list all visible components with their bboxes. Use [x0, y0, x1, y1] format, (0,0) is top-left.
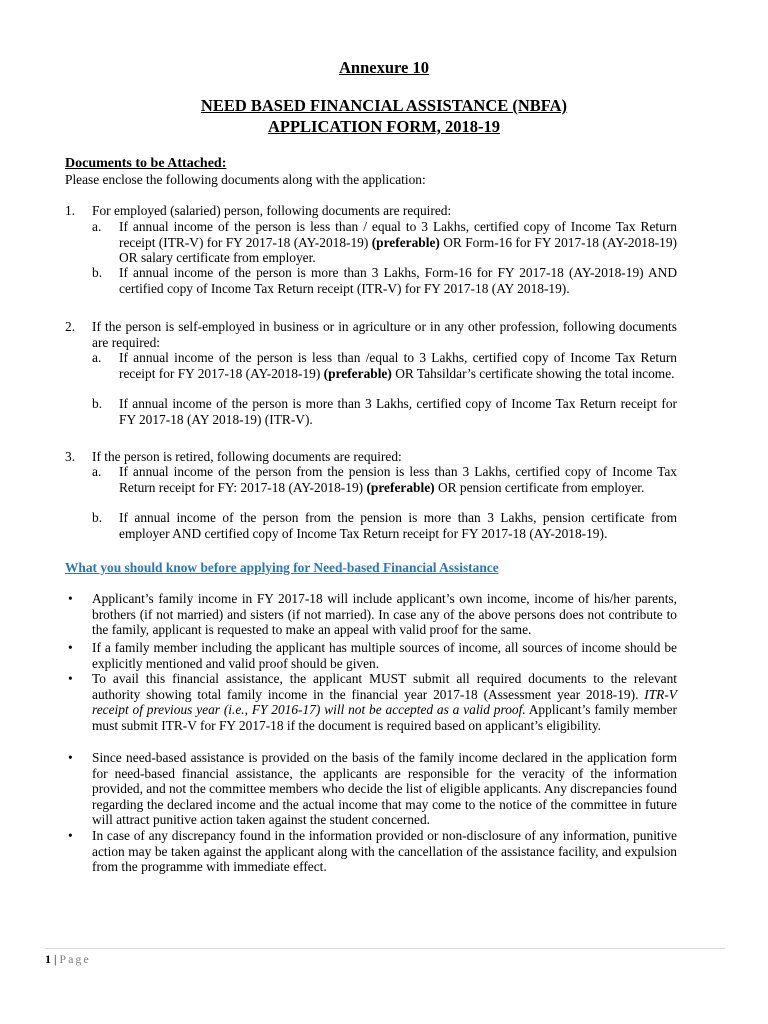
bullet-item — [65, 828, 677, 875]
annexure-title: Annexure 10 — [339, 58, 429, 77]
bullet-icon: • — [68, 671, 73, 686]
sub-item-text: If annual income of the person is less than / equal to 3 Lakhs, certified copy of Income Tax Return receipt (ITR-V) for FY 2017-18 (AY-2018-19) (preferable) OR Form-16 for FY 2017-18 (AY-2018-19) OR salary certificate from employer. — [119, 219, 677, 266]
sub-item-text: If annual income of the person is more than 3 Lakhs, Form-16 for FY 2017-18 (AY-2018-19) AND certified copy of Income Tax Return receipt (ITR-V) for FY 2017-18 (AY 2018-19). — [119, 265, 677, 296]
sub-list-item — [92, 350, 677, 381]
bullet-text: Applicant’s family income in FY 2017-18 will include applicant’s own income, income of his/her parents, brothers (if not married) and sisters (if not married). In case any of the above persons does not contribute to the family, applicant is requested to make an appeal with valid proof for the same. — [92, 591, 677, 638]
sub-list-item — [92, 265, 677, 296]
bullet-icon: • — [68, 591, 73, 606]
footer-divider — [45, 948, 725, 949]
list-item — [65, 449, 677, 465]
form-title-line1: NEED BASED FINANCIAL ASSISTANCE (NBFA) — [200, 96, 568, 115]
sub-item-text: If annual income of the person is less than /equal to 3 Lakhs, certified copy of Income Tax Return receipt for FY 2017-18 (AY-2018-19) (preferable) OR Tahsildar’s certificate showing the total income. — [119, 350, 677, 381]
documents-heading: Documents to be Attached: — [65, 156, 227, 171]
item-number: 2. — [65, 319, 76, 334]
sub-item-letter: a. — [92, 350, 102, 365]
bullet-item — [65, 591, 677, 638]
sub-item-letter: b. — [92, 396, 103, 411]
sub-item-text: If annual income of the person from the pension is more than 3 Lakhs, pension certificate from employer AND certified copy of Income Tax Return receipt for FY 2017-18 (AY-2018-19). — [119, 510, 677, 541]
sub-list-item — [92, 464, 677, 495]
list-item — [65, 319, 677, 350]
footer-separator: | — [51, 952, 60, 966]
bullet-item — [65, 640, 677, 671]
bullet-text: To avail this financial assistance, the applicant MUST submit all required documents to the relevant authority showing total family income in the financial year 2017-18 (Assessment year 2018-19). ITR-V receipt of previous year (i.e., FY 2016-17) will not be accepted as a valid proof. Applicant’s family member must submit ITR-V for FY 2017-18 if the document is required based on applicant’s eligibility. — [92, 671, 677, 733]
sub-item-letter: b. — [92, 265, 103, 280]
sub-item-letter: a. — [92, 464, 102, 479]
form-title-line2: APPLICATION FORM, 2018-19 — [267, 117, 501, 136]
bullet-icon: • — [68, 828, 73, 843]
sub-list-item — [92, 510, 677, 541]
documents-intro: Please enclose the following documents along with the application: — [65, 172, 426, 187]
item-number: 3. — [65, 449, 76, 464]
sub-item-text: If annual income of the person is more than 3 Lakhs, certified copy of Income Tax Return receipt for FY 2017-18 (AY 2018-19) (ITR-V). — [119, 396, 677, 427]
item-text: For employed (salaried) person, following documents are required: — [92, 203, 452, 218]
bullet-icon: • — [68, 750, 73, 765]
list-item — [65, 203, 677, 219]
item-text: If the person is retired, following documents are required: — [92, 449, 402, 464]
page-footer — [45, 952, 91, 967]
item-number: 1. — [65, 203, 76, 218]
item-text: If the person is self-employed in business or in agriculture or in any other profession, following documents are required: — [92, 319, 677, 350]
sub-list-item — [92, 219, 677, 266]
bullet-text: Since need-based assistance is provided on the basis of the family income declared in the application form for need-based financial assistance, the applicants are responsible for the veracity of the information provided, and not the committee members who decide the list of eligible applicants. Any discrepancies found regarding the declared income and the actual income that may come to the notice of the committee in future will attract punitive action taken against the student concerned. — [92, 750, 677, 828]
section-heading-link: What you should know before applying for Need-based Financial Assistance — [65, 560, 499, 575]
bullet-text: In case of any discrepancy found in the information provided or non-disclosure of any information, punitive action may be taken against the applicant along with the cancellation of the assistance facility, and expulsion from the programme with immediate effect. — [92, 828, 677, 875]
sub-item-text: If annual income of the person from the pension is less than 3 Lakhs, certified copy of Income Tax Return receipt for FY: 2017-18 (AY-2018-19) (preferable) OR pension certificate from employer. — [119, 464, 677, 495]
bullet-item — [65, 671, 677, 733]
sub-list-item — [92, 396, 677, 427]
bullet-text: If a family member including the applicant has multiple sources of income, all sources of income should be explicitly mentioned and valid proof should be given. — [92, 640, 677, 671]
page-number: 1 — [45, 952, 51, 966]
bullet-item — [65, 750, 677, 828]
bullet-icon: • — [68, 640, 73, 655]
sub-item-letter: a. — [92, 219, 102, 234]
sub-item-letter: b. — [92, 510, 103, 525]
page-label: Page — [59, 952, 91, 966]
